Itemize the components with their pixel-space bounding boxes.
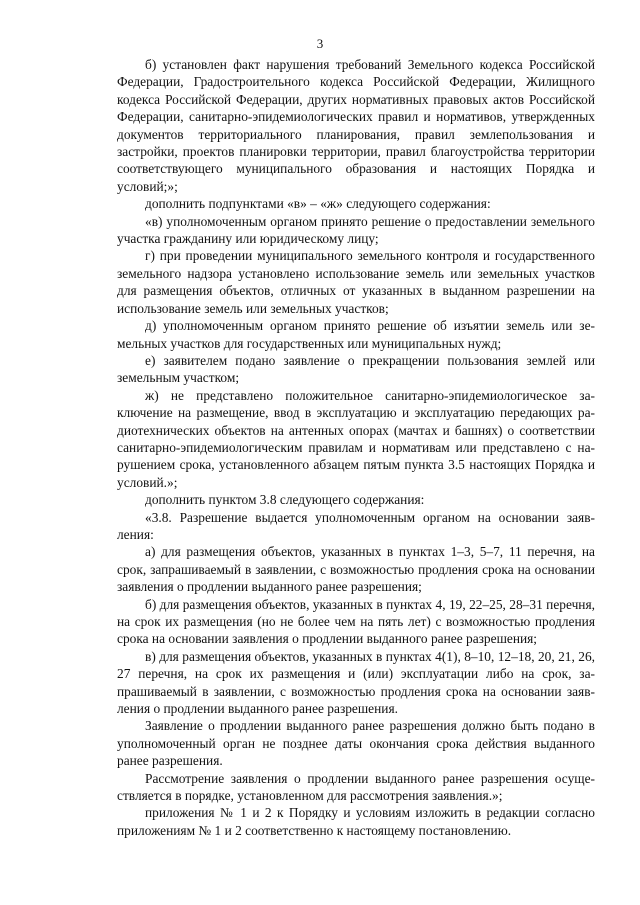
paragraph-e: е) заявителем подано заявление о прекращении пользования землей или земельным участком; (117, 352, 595, 386)
paragraph-add-subpoints: дополнить подпунктами «в» – «ж» следующего содержания: (145, 196, 491, 212)
paragraph-g: г) при проведении муниципального земельного контроля и государственного земельного надзора установлено использование земель или земельных участков для размещения объектов, отличных от указанных в выданном разрешении на использование земель или земельных участков; (117, 248, 595, 316)
document-body (117, 56, 595, 839)
paragraph-3-8-v: в) для размещения объектов, указанных в пунктах 4(1), 8–10, 12–18, 20, 21, 26, 27 перечня, на срок их размещения и (или) эксплуатации либо на срок, запрашиваемый в заявлении, с возможностью продления срока на основании заявления о продлении выданного ранее разрешения. (117, 648, 595, 717)
page-number: 3 (316, 36, 324, 51)
paragraph-3-8-a: а) для размещения объектов, указанных в пунктах 1–3, 5–7, 11 перечня, на срок, запрашиваемый в заявлении, с возможностью продления срока на основании заявления о продлении выданного ранее разрешения; (117, 544, 595, 595)
paragraph-extension-procedure: Рассмотрение заявления о продлении выданного ранее разрешения осуществляется в порядке, установленном для рассмотрения заявления.»; (117, 770, 595, 804)
paragraph-3-8-b: б) для размещения объектов, указанных в пунктах 4, 19, 22–25, 28–31 перечня, на срок их размещения (но не более чем на пять лет) с возможностью продления срока на основании заявления о продлении выданного ранее разрешения; (117, 596, 595, 647)
paragraph-3-8: «3.8. Разрешение выдается уполномоченным органом на основании заявления: (117, 509, 595, 542)
paragraph-extension-deadline: Заявление о продлении выданного ранее разрешения должно быть подано в уполномоченный орган не позднее даты окончания срока действия выданного ранее разрешения. (117, 718, 595, 769)
paragraph-d: д) уполномоченным органом принято решение об изъятии земель или земельных участков для государственных или муниципальных нужд; (117, 318, 595, 351)
paragraph-v: «в) уполномоченным органом принято решение о предоставлении земельного участка гражданину или юридическому лицу; (117, 213, 595, 247)
paragraph-b-violation: б) установлен факт нарушения требований Земельного кодекса Российской Федерации, Градостроительного кодекса Российской Федерации, Жилищного кодекса Российской Федерации, других нормативных правовых актов Российской Федерации, санитарно-эпидемиологических правил и нормативов, утвержденных документов территориального планирования, правил землепользования и застройки, проектов планировки территории, правил благоустройства территории соответствующего муниципального образования и настоящих Порядка и условий;»; (117, 57, 595, 194)
paragraph-appendices: приложения № 1 и 2 к Порядку и условиям изложить в редакции согласно приложениям № 1 и 2 соответственно к настоящему постановлению. (117, 805, 595, 838)
paragraph-zh: ж) не представлено положительное санитарно-эпидемиологическое заключение на размещение, ввод в эксплуатацию и эксплуатацию передающих радиотехнических объектов на антенных опорах (мачтах и башнях) о соответствии санитарно-эпидемиологическим правилам и нормативам или представлено с нарушением срока, установленного абзацем пятым пункта 3.5 настоящих Порядка и условий.»; (117, 387, 595, 490)
paragraph-add-point-3-8: дополнить пунктом 3.8 следующего содержания: (145, 492, 425, 508)
